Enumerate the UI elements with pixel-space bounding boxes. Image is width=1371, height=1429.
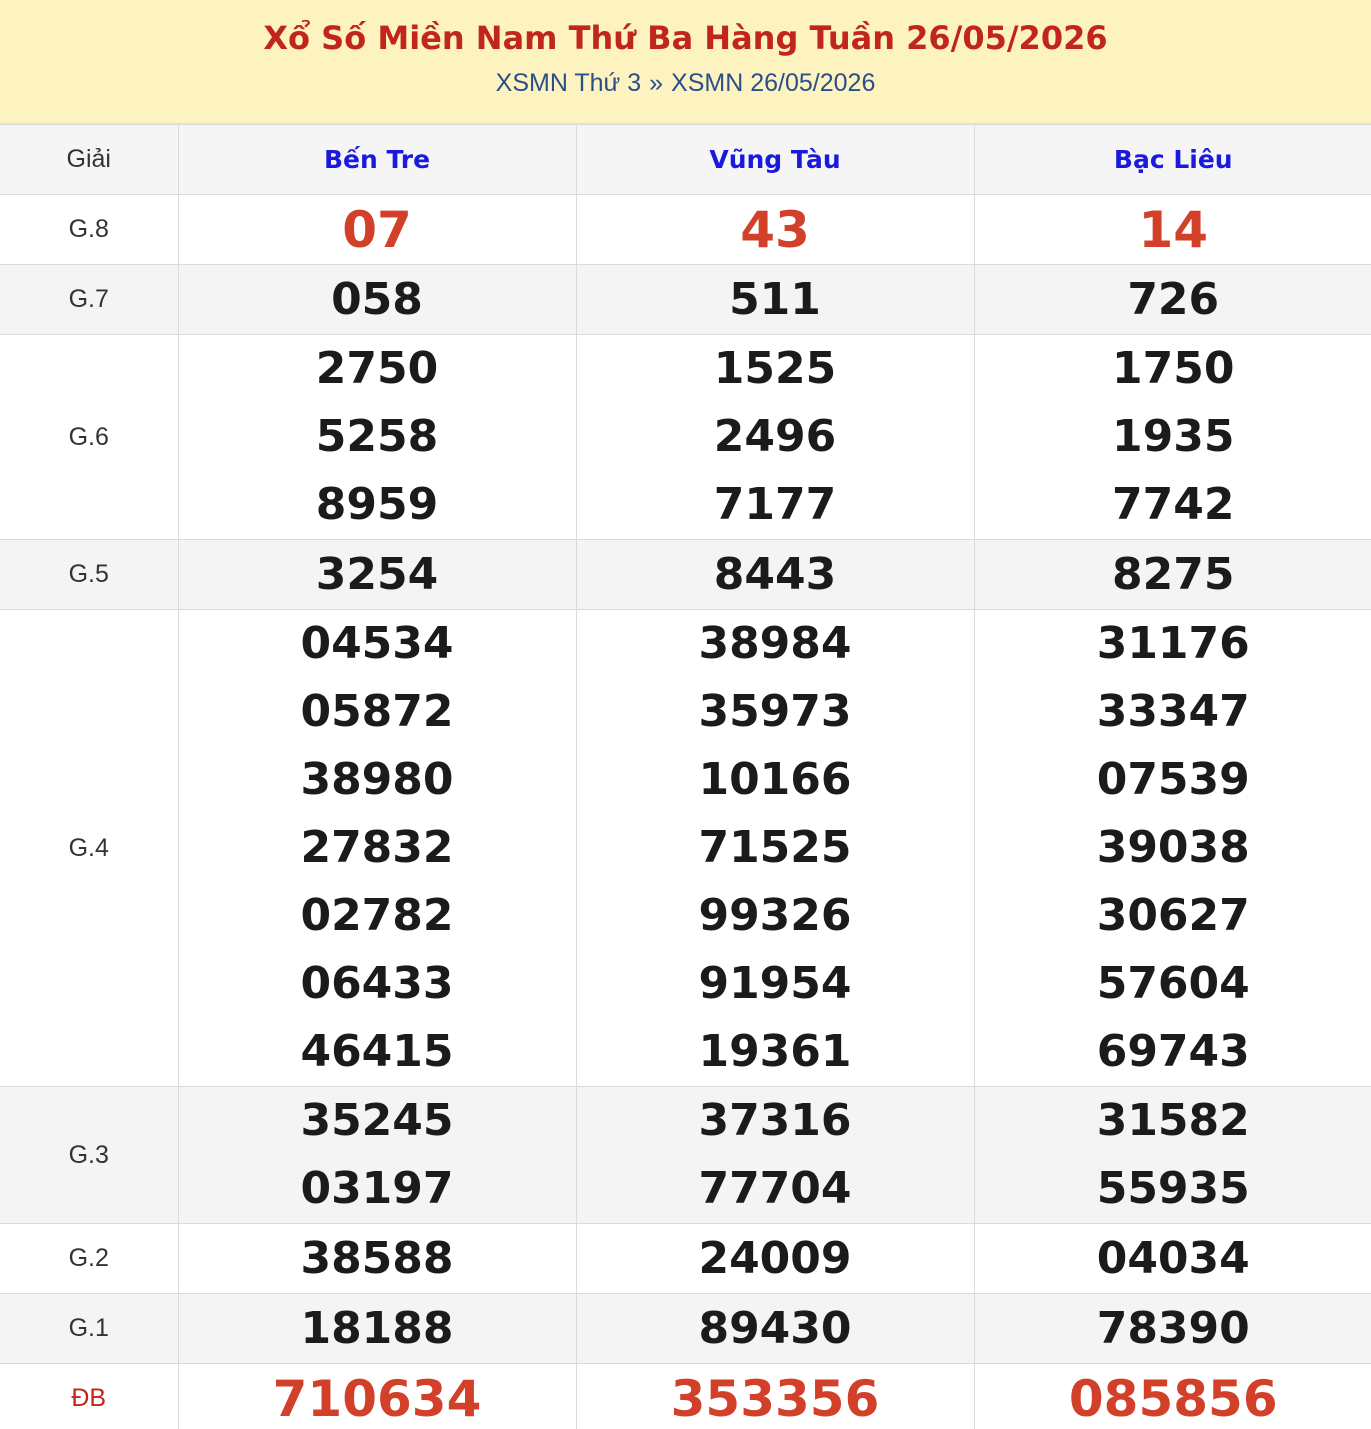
lottery-number: 33347 [1096, 686, 1250, 737]
lottery-number: 71525 [698, 822, 852, 873]
result-cell-ben-tre [178, 610, 576, 1087]
lottery-number: 8443 [713, 548, 837, 600]
result-cell-vung-tau [576, 1364, 974, 1429]
lottery-number: 46415 [300, 1026, 454, 1077]
table-row [0, 265, 1371, 335]
lottery-number: 89430 [698, 1302, 852, 1354]
lottery-number: 8275 [1112, 548, 1235, 600]
prize-label: G.3 [0, 1087, 178, 1224]
lottery-number: 78390 [1096, 1302, 1250, 1354]
result-cell-vung-tau [576, 540, 974, 610]
table-row [0, 1224, 1371, 1294]
result-cell-vung-tau [576, 1087, 974, 1224]
lottery-number: 5258 [315, 411, 439, 462]
lottery-number: 2750 [315, 343, 439, 394]
lottery-number: 31582 [1096, 1095, 1250, 1146]
prize-label: G.4 [0, 610, 178, 1087]
lottery-number: 69743 [1096, 1026, 1250, 1077]
lottery-number: 06433 [300, 958, 454, 1009]
prize-label: G.6 [0, 335, 178, 540]
prize-label: G.7 [0, 265, 178, 335]
lottery-number: 7177 [713, 479, 837, 530]
result-cell-bac-lieu [974, 335, 1371, 540]
result-cell-bac-lieu [974, 1364, 1371, 1429]
lottery-number: 726 [1127, 273, 1220, 325]
lottery-number: 7742 [1112, 479, 1235, 530]
lottery-number: 14 [1138, 200, 1209, 259]
result-cell-vung-tau [576, 265, 974, 335]
table-row [0, 1087, 1371, 1224]
lottery-number: 1750 [1112, 343, 1235, 394]
table-row [0, 1294, 1371, 1364]
prize-label: G.1 [0, 1294, 178, 1364]
lottery-number: 77704 [698, 1163, 852, 1214]
lottery-number: 04534 [300, 618, 454, 669]
result-cell-ben-tre [178, 1224, 576, 1294]
result-cell-ben-tre [178, 540, 576, 610]
lottery-number: 38588 [300, 1232, 454, 1284]
prize-label: G.8 [0, 195, 178, 265]
breadcrumb-separator: » [649, 69, 664, 97]
lottery-number: 99326 [698, 890, 852, 941]
prize-label: G.2 [0, 1224, 178, 1294]
lottery-number: 07 [342, 200, 412, 259]
result-cell-vung-tau [576, 335, 974, 540]
table-row [0, 610, 1371, 1087]
result-cell-bac-lieu [974, 540, 1371, 610]
table-row [0, 1364, 1371, 1429]
lottery-number: 2496 [713, 411, 837, 462]
lottery-number: 91954 [698, 958, 852, 1009]
result-cell-ben-tre [178, 1294, 576, 1364]
lottery-number: 058 [331, 273, 423, 325]
result-cell-ben-tre [178, 1364, 576, 1429]
result-cell-vung-tau [576, 195, 974, 265]
lottery-number: 35245 [300, 1095, 454, 1146]
table-row [0, 540, 1371, 610]
result-cell-ben-tre [178, 265, 576, 335]
province-header-vung-tau[interactable]: Vũng Tàu [576, 125, 974, 195]
result-cell-ben-tre [178, 335, 576, 540]
lottery-number: 43 [740, 200, 810, 259]
lottery-number: 353356 [670, 1369, 880, 1428]
result-cell-vung-tau [576, 610, 974, 1087]
breadcrumb-link-weekday[interactable]: XSMN Thứ 3 [495, 69, 642, 97]
results-header [0, 0, 1371, 124]
lottery-number: 05872 [300, 686, 454, 737]
table-header-row [0, 125, 1371, 195]
lottery-number: 55935 [1096, 1163, 1250, 1214]
lottery-number: 710634 [272, 1369, 482, 1428]
lottery-number: 27832 [300, 822, 454, 873]
breadcrumb [0, 66, 1371, 100]
result-cell-bac-lieu [974, 195, 1371, 265]
lottery-number: 18188 [300, 1302, 454, 1354]
lottery-number: 085856 [1068, 1369, 1278, 1428]
table-row [0, 335, 1371, 540]
lottery-number: 37316 [698, 1095, 852, 1146]
breadcrumb-link-date[interactable]: XSMN 26/05/2026 [671, 69, 876, 97]
results-table [0, 124, 1371, 1429]
result-cell-bac-lieu [974, 1224, 1371, 1294]
lottery-number: 04034 [1096, 1232, 1250, 1284]
result-cell-ben-tre [178, 195, 576, 265]
province-header-bac-lieu[interactable]: Bạc Liêu [974, 125, 1371, 195]
lottery-number: 24009 [698, 1232, 852, 1284]
lottery-number: 3254 [315, 548, 439, 600]
lottery-number: 30627 [1096, 890, 1250, 941]
lottery-number: 57604 [1096, 958, 1250, 1009]
prize-column-header: Giải [0, 125, 178, 195]
prize-label: ĐB [0, 1364, 178, 1429]
lottery-number: 38980 [300, 754, 454, 805]
lottery-number: 38984 [698, 618, 852, 669]
lottery-number: 02782 [300, 890, 454, 941]
lottery-number: 31176 [1096, 618, 1250, 669]
table-row [0, 195, 1371, 265]
lottery-number: 1525 [713, 343, 837, 394]
prize-label: G.5 [0, 540, 178, 610]
lottery-number: 07539 [1096, 754, 1250, 805]
lottery-number: 1935 [1112, 411, 1235, 462]
lottery-number: 8959 [315, 479, 439, 530]
lottery-number: 03197 [300, 1163, 454, 1214]
result-cell-bac-lieu [974, 1294, 1371, 1364]
result-cell-vung-tau [576, 1294, 974, 1364]
page-title: Xổ Số Miền Nam Thứ Ba Hàng Tuần 26/05/2026 [263, 19, 1108, 57]
lottery-number: 39038 [1096, 822, 1250, 873]
lottery-number: 10166 [698, 754, 852, 805]
province-header-ben-tre[interactable]: Bến Tre [178, 125, 576, 195]
result-cell-vung-tau [576, 1224, 974, 1294]
result-cell-bac-lieu [974, 1087, 1371, 1224]
result-cell-bac-lieu [974, 265, 1371, 335]
lottery-number: 511 [729, 273, 821, 325]
lottery-number: 19361 [698, 1026, 852, 1077]
result-cell-bac-lieu [974, 610, 1371, 1087]
lottery-number: 35973 [698, 686, 852, 737]
result-cell-ben-tre [178, 1087, 576, 1224]
